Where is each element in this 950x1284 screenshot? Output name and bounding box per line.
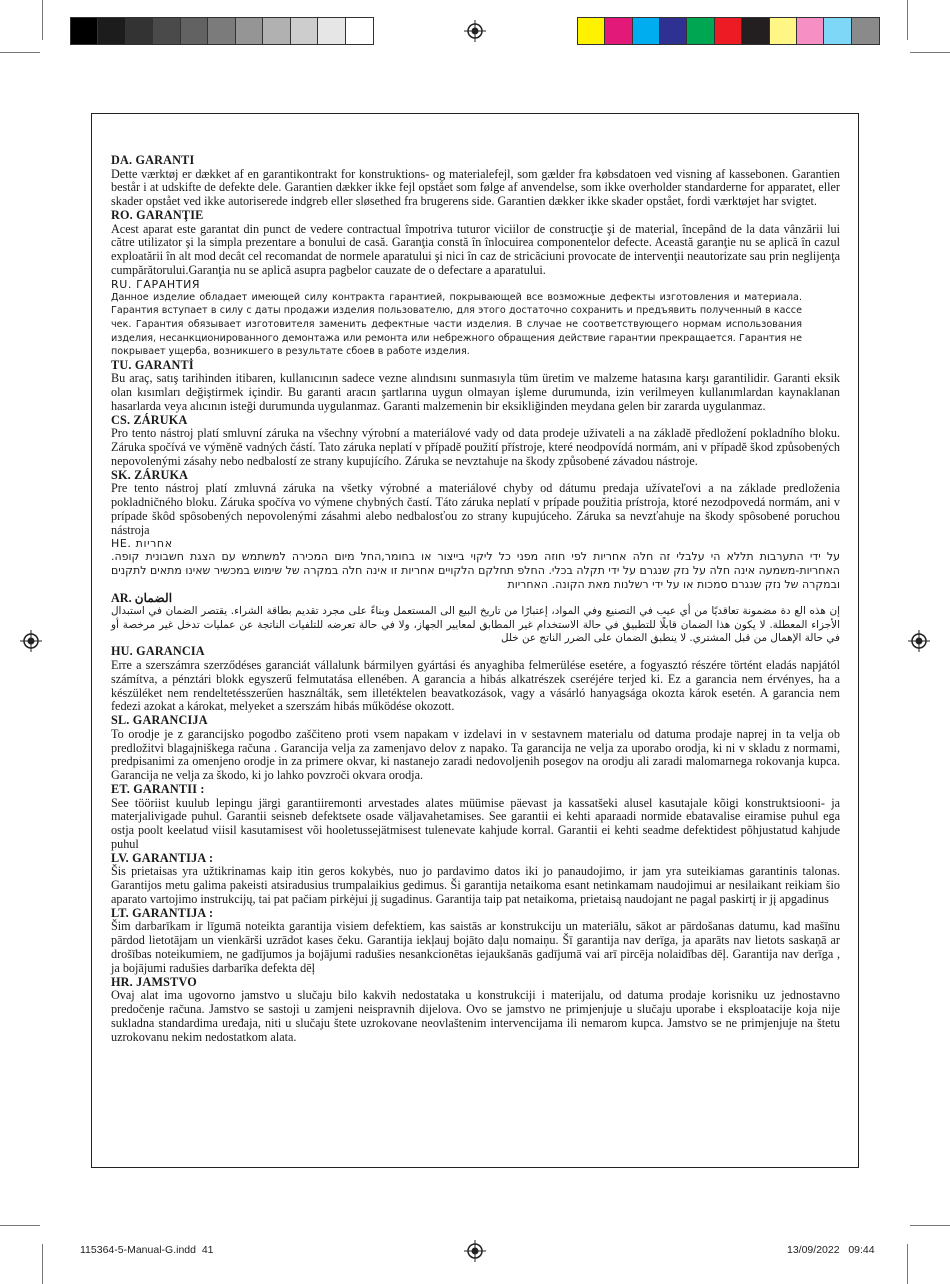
section-body: על ידי התערבות תללא הי עלבלי זה חלה אחריות לפי חוזה מפני כל ליקוי בייצור או בחומר,החל מיום המכירה למשתמש עם הצגת חשבונית קופה. האחריות-משמעה אינה חלה על נזק שנגרם על ידי תקלה בכלי. החלפ תחלקם הלקויים אחריות זו אינה חלה במקרה של שימוש במכשיר שאינו מתאים לתקנים ובמקרה של נזק שנגרם סמכות או על ידי רשלנות מאת הקונה. האחריות bbox=[111, 550, 840, 591]
section-body: Bu araç, satış tarihinden itibaren, kullanıcının sadece vezne alındısını sunmasıyla tüm üretim ve malzeme hatasına karşı garantilidir. Garanti eksik olan kısımları değiştirmek içindir. Bu garanti aracın şartlarına uygun olmayan işleme durumunda, izin verilmeyen kullanımlardan kaynaklanan hasarlarda veya alıcının isteği durumunda uygulanmaz. Garanti malzemenin bir eksikliğinden meydana gelen bir zararda uygulanmaz. bbox=[111, 371, 840, 413]
section-he bbox=[111, 537, 840, 591]
section-ar bbox=[111, 591, 840, 645]
gray-swatch bbox=[181, 18, 208, 44]
section-tu bbox=[111, 359, 840, 414]
crop-mark bbox=[910, 52, 950, 53]
crop-mark bbox=[42, 1244, 43, 1284]
slug-file-info bbox=[80, 1244, 214, 1256]
section-sl bbox=[111, 714, 840, 783]
section-lv bbox=[111, 852, 840, 907]
section-heading: DA. GARANTI bbox=[111, 153, 195, 167]
section-body: Erre a szerszámra szerződéses garanciát vállalunk bármilyen gyártási és anyaghiba felmerülése esetére, a fogyasztó részére történt eladás napjától számítva, a pénztári blokk egyszerű felmutatása ellenében. A garancia a hibás alkatrészek cseréjére terjed ki. Ez a garancia nem érvényes, ha a készüléket nem rendeltetésszerűen használták, sem illetéktelen beavatkozások, vagy a vásárló hanyagsága okozta károk esetén. A garancia nem fedezi azokat a károkat, melyeket a szerszám hibás működése okozott. bbox=[111, 658, 840, 714]
section-body: Šis prietaisas yra užtikrinamas kaip itin geros kokybės, nuo jo pardavimo datos iki jo panaudojimo, ir jam yra suteikiamas garantinis talonas. Garantijos metu galima pakeisti atsiradusius trumpalaikius gedimus. Ši garantija netaikoma esant netinkamam naudojimui ar nesilaikant reikiam šio aparato vartojimo instrukcijų, tai pat pačiam pirkėjui jį sugadinus. Garantija taip pat netaikoma, prietaisą naudojant ne pagal paskirtį ir jį apgadinus bbox=[111, 864, 840, 907]
gray-swatch bbox=[318, 18, 345, 44]
section-heading: RO. GARANŢIE bbox=[111, 207, 204, 222]
section-ru bbox=[111, 278, 840, 359]
section-heading-prefix: HE. bbox=[111, 537, 132, 551]
gray-swatch bbox=[291, 18, 318, 44]
section-heading: HR. JAMSTVO bbox=[111, 974, 197, 989]
section-heading: LV. GARANTIJA : bbox=[111, 850, 214, 865]
gray-swatch bbox=[71, 18, 98, 44]
page-number: 41 bbox=[201, 1244, 214, 1256]
section-sk bbox=[111, 469, 840, 538]
registration-mark-icon bbox=[464, 20, 486, 42]
section-heading: ET. GARANTII : bbox=[111, 782, 205, 797]
section-heading: AR. الضمان bbox=[111, 591, 173, 606]
crop-mark bbox=[907, 1244, 908, 1284]
warranty-text-block bbox=[111, 154, 840, 1044]
color-swatch bbox=[687, 18, 714, 44]
section-heading: LT. GARANTIJA : bbox=[111, 905, 214, 920]
section-heading: SL. GARANCIJA bbox=[111, 713, 208, 728]
section-body: Pro tento nástroj platí smluvní záruka na všechny výrobní a materiálové vady od data prodeje uživateli a na základě předložení pokladního bloku. Záruka spočívá ve výměně vadných částí. Tato záruka neplatí v případě použití přístroje, které neodpovídá normám, ani v případě škod způsobených nepovolenými zásahy nebo nedbalostí ze strany kupujícího. Záruka se nevztahuje na škody způsobené závadou nástroje. bbox=[111, 426, 840, 468]
registration-mark-icon bbox=[20, 630, 42, 652]
section-body: Šim darbarīkam ir līgumā noteikta garantija visiem defektiem, kas saistās ar konstrukciju un materiālu, sākot ar pārdošanas datumu, kad mašīnu pārdod lietotājam un vienkārši uzrādot kases čeku. Garantija iekļauj bojāto daļu nomaiņu. Šī garantija nav derīga, ja aparāts nav lietots saskaņā ar drošības noteikumiem, ne gadījumos ja bojājumi radušies nesankcionētas iejaukšanās gadījumā vai arī pircēja nolaidības dēļ. Garantija nav derīga , ja bojājumi radušies darbarīka defekta dēļ bbox=[111, 919, 840, 975]
registration-mark-icon bbox=[908, 630, 930, 652]
section-heading: TU. GARANTİ bbox=[111, 357, 194, 372]
section-ro bbox=[111, 209, 840, 278]
section-heading: HU. GARANCIA bbox=[111, 644, 205, 659]
section-body: Acest aparat este garantat din punct de vedere contractual împotriva tuturor viciilor de construcţie şi de material, începând de la data vânzării lui către utilizator şi la simpla prezentare a bonului de casă. Garanţia constă în înlocuirea componentelor defecte. Această garanţie nu se aplică în cazul exploatării în alt mod decât cel recomandat de normele aparatului şi nici în caz de stricăciuni provocate de intervenţii neautorizate sau prin neglijenţa cumpărătorului.Garanţia nu se aplică asupra pagbelor cauzate de o defectare a aparatului. bbox=[111, 221, 840, 277]
section-heading: RU. ГАРАНТИЯ bbox=[111, 277, 201, 291]
color-swatch bbox=[660, 18, 687, 44]
section-body: Dette værktøj er dækket af en garantikontrakt for konstruktions- og materialefejl, som gælder fra købsdatoen ved visning af kassebonen. Garantien består i at udskifte de defekte dele. Garantien dækker ikke fejl opstået som følge af anvendelse, som ikke overholder standarderne for apparatet, eller skader opstået ved ikke autoriserede indgreb eller sløsethed fra brugerens side. Garantien dækker ikke skader opstået, fordi værktøjet har svigtet. bbox=[111, 166, 840, 209]
section-heading bbox=[111, 537, 840, 550]
crop-mark bbox=[910, 1225, 950, 1226]
gray-swatch bbox=[346, 18, 373, 44]
section-body: Pre tento nástroj platí zmluvná záruka na všetky výrobné a materiálové chyby od dátumu predaja užívateľovi a na základe predloženia pokladničného bloku. Záruka spočíva vo výmene chybných častí. Táto záruka neplatí v prípade použitia prístroja, ktoré nezodpovedá normám, ani v prípade škôd spôsobených nepovolenými zásahmi alebo nedbalosťou zo strany kupujúceho. Záruka sa nevzťahuje na škody spôsobené poruchou nástroja bbox=[111, 481, 840, 537]
color-swatch bbox=[824, 18, 851, 44]
color-swatch bbox=[633, 18, 660, 44]
grayscale-calibration-bar bbox=[70, 17, 374, 45]
crop-mark bbox=[42, 0, 43, 40]
section-da bbox=[111, 154, 840, 209]
section-body: To orodje je z garancijsko pogodbo zaščiteno proti vsem napakam v izdelavi in v sestavnem materialu od datuma prodaje naprej in ta velja ob predložitvi blagajniškega računa . Garancija velja za zamenjavo delov z napako. Ta garancija ne velja za uporabo orodja, ki ni v skladu z normami, predpisanimi za omenjeno orodje in za primere okvar, ki nastanejo zaradi nedovoljenih posegov na orodju ali zaradi malomarnega rokovanja kupca. Garancija ne velja za škodo, ki jo lahko povzroči okvara orodja. bbox=[111, 726, 840, 783]
section-heading: SK. ZÁRUKA bbox=[111, 467, 189, 482]
section-heading: CS. ZÁRUKA bbox=[111, 412, 188, 427]
section-body: Ovaj alat ima ugovorno jamstvo u slučaju bilo kakvih nedostataka u konstrukciji i materijalu, od datuma prodaje korisniku uz jednostavno predočenje računa. Jamstvo se sastoji u zamjeni neispravnih dijelova. Ovo se jamstvo ne primjenjuje u slučaju uporabe i eksploatacije koja nije sukladna standardima uređaja, niti u slučaju štete uzrokovane neovlaštenim intervencijama ili nemarom kupca. Jamstvo se ne primjenjuje na štetu uzrokovanu nekim nedostatkom alata. bbox=[111, 988, 840, 1044]
section-lt bbox=[111, 907, 840, 976]
crop-mark bbox=[907, 0, 908, 40]
section-hu bbox=[111, 645, 840, 714]
color-swatch bbox=[715, 18, 742, 44]
section-hr bbox=[111, 976, 840, 1045]
slug-timestamp bbox=[787, 1244, 875, 1256]
color-calibration-bar bbox=[577, 17, 880, 45]
registration-mark-icon bbox=[464, 1240, 486, 1262]
crop-mark bbox=[0, 52, 40, 53]
section-cs bbox=[111, 414, 840, 469]
gray-swatch bbox=[153, 18, 180, 44]
gray-swatch bbox=[263, 18, 290, 44]
file-label: 115364-5-Manual-G.indd bbox=[80, 1244, 196, 1256]
gray-swatch bbox=[208, 18, 235, 44]
color-swatch bbox=[797, 18, 824, 44]
color-swatch bbox=[770, 18, 797, 44]
section-body: Данное изделие обладает имеющей силу контракта гарантией, покрывающей все возможные дефекты изготовления и материала. Гарантия вступает в силу с даты продажи изделия пользователю, для этого достаточно сохранить и предъявить полученный в кассе чек. Гарантия обязывает изготовителя заменить дефектные части изделия. В случае не соответствующего нормам использования изделия, несанкционированного демонтажа или ремонта или небрежного обращения действие гарантии прекращается. Гарантия не покрывает ущерба, возникшего в результате сбоев в работе изделия. bbox=[111, 291, 802, 358]
gray-swatch bbox=[98, 18, 125, 44]
gray-swatch bbox=[236, 18, 263, 44]
section-et bbox=[111, 783, 840, 852]
section-body: See tööriist kuulub lepingu järgi garantiiremonti arvestades alates müümise päevast ja kassatšeki alusel kasutajale kõigi konstruktsiooni- ja materjalivigade puhul. Garantii seisneb defektsete osade väljavahetamises. See garantii ei kehti aparaadi normide ebatavalise eiramise puhul ega ostja poolt keelatud viisil kasutamisest või hooletussejätmisest tulenevate kahjude korral. Garantii ei kehti seadme defektidest põhjustatud kahjude puhul bbox=[111, 795, 840, 852]
section-heading-word: אחריות bbox=[135, 537, 173, 551]
gray-swatch bbox=[126, 18, 153, 44]
crop-mark bbox=[0, 1225, 40, 1226]
color-swatch bbox=[852, 18, 879, 44]
print-time: 09:44 bbox=[848, 1244, 875, 1256]
color-swatch bbox=[605, 18, 632, 44]
color-swatch bbox=[578, 18, 605, 44]
color-swatch bbox=[742, 18, 769, 44]
section-body: إن هذه الع دة مضمونة تعاقديًا من أي عيب في التصنيع وفي المواد، إعتبارًا من تاريخ البيع الى المستعمل وبناءً على مجرد تقديم بطاقة الشراء. يقتصر الضمان في استبدال الأجزاء المعطلة. لا يكون هذا الضمان قابلًا للتطبيق في حالة الاستخدام غير المطابق لمعايير الجهاز، ولا في حالة تعرضه للتلفيات الناتجة عن عمليات تدخل غير مرخصة أو في حالة الإهمال من قبل المشتري. لا ينطبق الضمان على الضرر الناتج عن خلل bbox=[111, 605, 840, 645]
print-date: 13/09/2022 bbox=[787, 1244, 840, 1256]
